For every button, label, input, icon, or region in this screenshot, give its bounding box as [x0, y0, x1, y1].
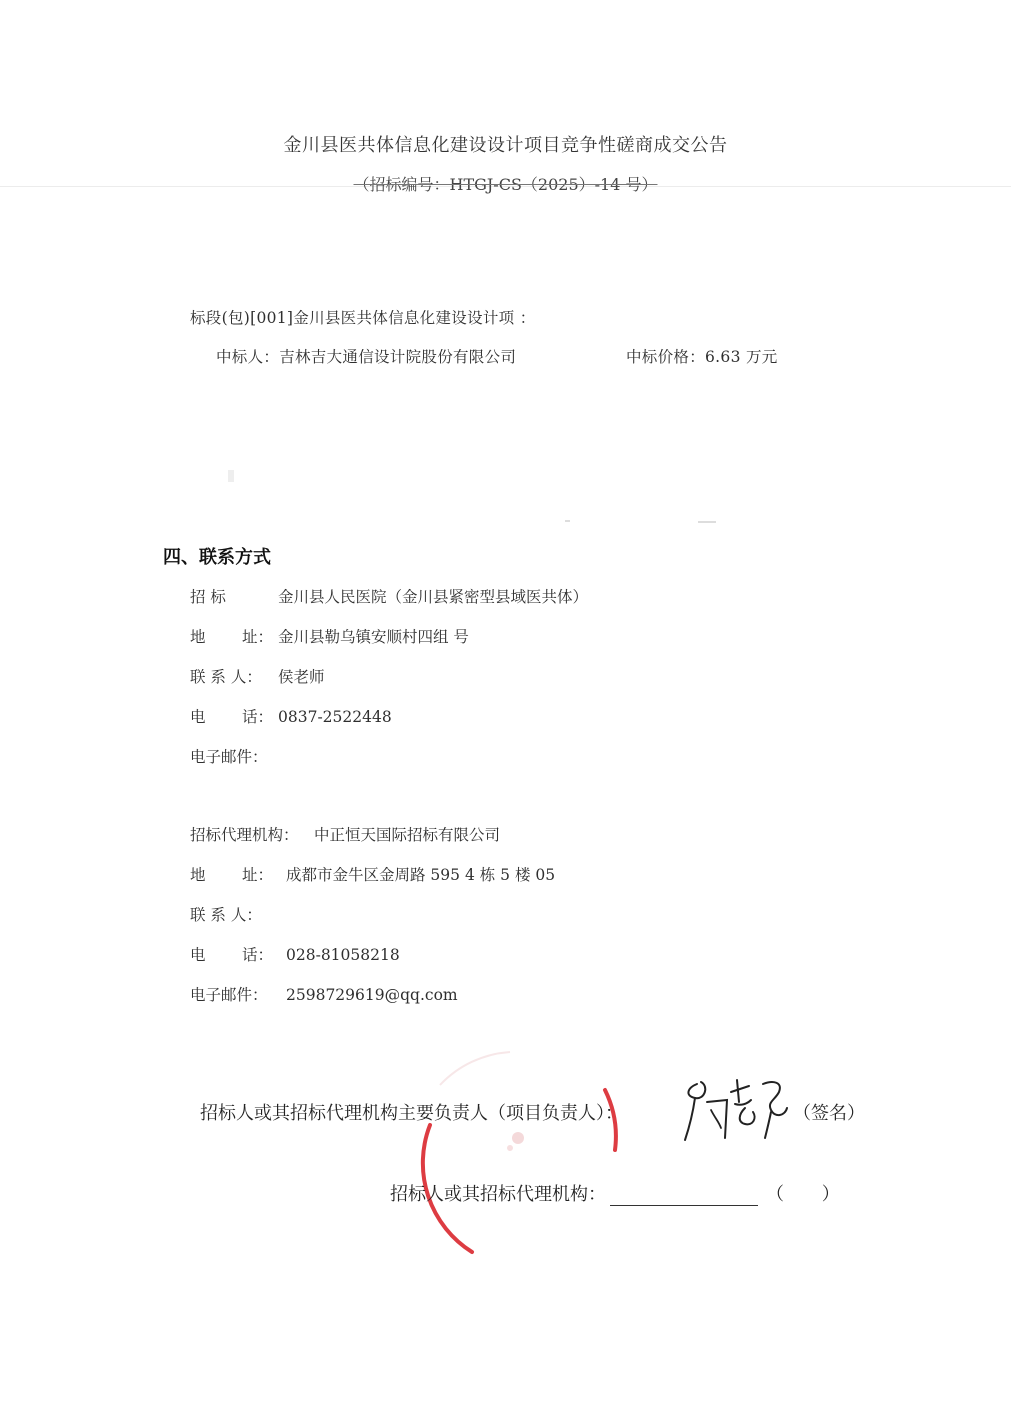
agency-phone-value: 028-81058218: [286, 946, 400, 964]
agency-email-row: [190, 983, 458, 1005]
agency-phone-label: 电 话：: [190, 946, 274, 964]
tenderer-name-label: 招 标: [190, 588, 226, 606]
scan-speck: [698, 521, 716, 523]
agency-name-value: 中正恒天国际招标有限公司: [314, 826, 501, 844]
tender-number: （招标编号：HTGJ-CS（2025）-14 号）: [353, 175, 658, 194]
price-label: 中标价格：: [626, 348, 706, 366]
agency-name-label: 招标代理机构：: [190, 826, 299, 844]
tenderer-name-row: [190, 585, 588, 607]
section-heading-contact: 四、联系方式: [163, 547, 271, 568]
scan-speck: [228, 470, 234, 482]
seal-blank-field: [610, 1187, 758, 1206]
agency-seal-line: [390, 1180, 840, 1206]
handwritten-signature: [675, 1062, 800, 1147]
winner-label: 中标人：: [216, 348, 280, 366]
agency-email-value: 2598729619@qq.com: [286, 986, 458, 1004]
winner-row: [216, 345, 516, 367]
tenderer-email-label: 电子邮件：: [190, 748, 268, 766]
responsible-person-label: 招标人或其招标代理机构主要负责人（项目负责人）：: [200, 1103, 623, 1124]
tenderer-name-value: 金川县人民医院（金川县紧密型县域医共体）: [278, 588, 589, 606]
agency-email-label: 电子邮件：: [190, 986, 268, 1004]
agency-person-row: [190, 903, 286, 925]
agency-address-value: 成都市金牛区金周路 595 4 栋 5 楼 05: [286, 866, 556, 884]
tenderer-address-label: 地 址：: [190, 628, 274, 646]
sign-suffix: （签名）: [793, 1103, 865, 1124]
agency-phone-row: [190, 943, 400, 965]
seal-suffix: （ ）: [766, 1184, 840, 1205]
tenderer-address-value: 金川县勒乌镇安顺村四组 号: [278, 628, 469, 646]
agency-name-row: [190, 823, 500, 845]
tenderer-phone-value: 0837-2522448: [278, 708, 392, 726]
tenderer-person-row: [190, 665, 325, 687]
agency-seal-label: 招标人或其招标代理机构：: [390, 1184, 606, 1205]
tenderer-phone-row: [190, 705, 392, 727]
agency-person-label: 联 系 人：: [190, 906, 262, 924]
responsible-person-line: [200, 1099, 623, 1125]
page-title: 金川县医共体信息化建设设计项目竞争性磋商成交公告: [283, 135, 728, 156]
scan-speck: [565, 520, 570, 522]
price-value: 6.63 万元: [705, 348, 778, 366]
agency-address-row: [190, 863, 555, 885]
winner-name: 吉林吉大通信设计院股份有限公司: [279, 348, 517, 366]
tenderer-person-value: 侯老师: [278, 668, 325, 686]
price-row: [626, 345, 778, 367]
tenderer-address-row: [190, 625, 469, 647]
tenderer-email-row: [190, 745, 268, 767]
tenderer-phone-label: 电 话：: [190, 708, 274, 726]
tenderer-person-label: 联 系 人：: [190, 668, 262, 686]
official-seal-stamp: [400, 1030, 650, 1280]
lot-line: 标段(包)[001]金川县医共体信息化建设设计项 ：: [190, 309, 536, 327]
agency-address-label: 地 址：: [190, 866, 274, 884]
